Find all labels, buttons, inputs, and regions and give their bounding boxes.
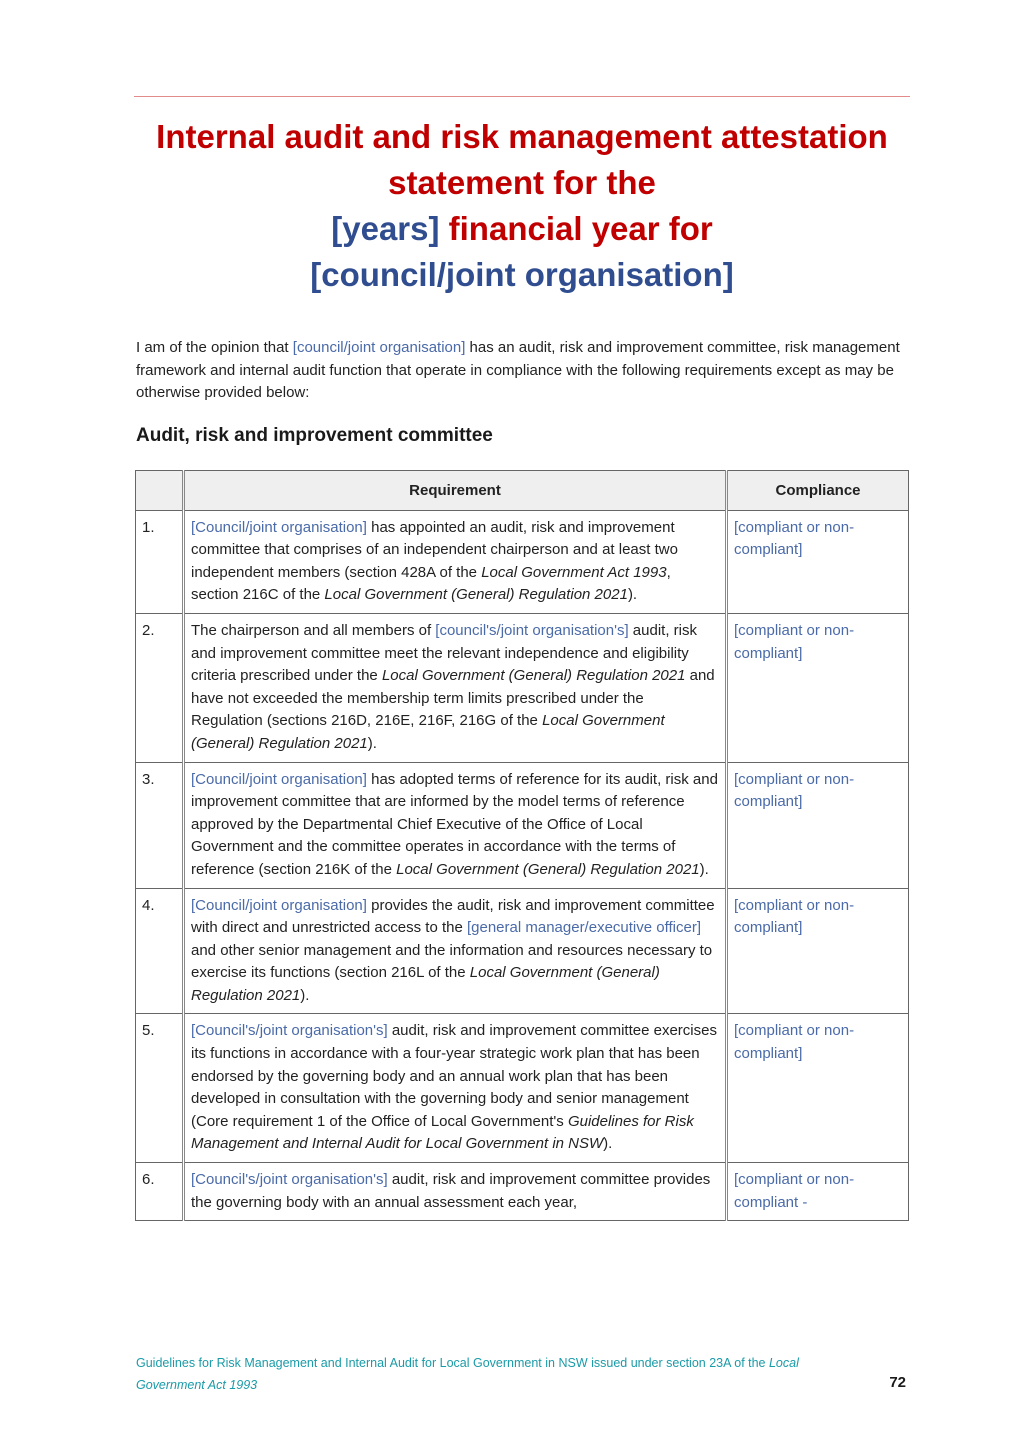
table-row [136, 613, 909, 762]
page-number: 72 [889, 1374, 906, 1391]
italic-citation: Local Government Act 1993 [481, 563, 667, 581]
compliance-cell: [compliant or non-compliant - [727, 1163, 909, 1221]
row-number: 2. [136, 613, 184, 762]
intro-paragraph [136, 337, 912, 405]
requirement-cell [184, 1014, 727, 1163]
intro-part-2: has an audit, risk and improvement committee, risk management framework and internal audit function that operate in compliance with the following requirements except as may be otherwise provided below: [136, 339, 900, 401]
italic-citation: Guidelines for Risk Management and Internal Audit for Local Government in NSW [191, 1112, 694, 1153]
requirement-text: has adopted terms of reference for its audit, risk and improvement committee that are informed by the model terms of reference approved by the Departmental Chief Executive of the Office of Local Government and the committee operates in accordance with the terms of reference (section 216K of the [191, 770, 718, 878]
title-line-3-rest: financial year for [439, 210, 713, 247]
compliance-cell: [compliant or non-compliant] [727, 762, 909, 888]
requirement-text: ). [627, 586, 638, 604]
requirement-column-header: Requirement [184, 471, 727, 511]
years-placeholder: [years] [331, 210, 440, 247]
table-row [136, 510, 909, 613]
requirement-text: has appointed an audit, risk and improvement committee that comprises of an independent chairperson and at least two independent members (section 428A of the [191, 518, 678, 581]
requirement-text: ). [603, 1135, 613, 1153]
requirement-text: audit, risk and improvement committee exercises its functions in accordance with a four-year strategic work plan that has been endorsed by the governing body and an annual work plan that has been developed in consultation with the governing body and senior management (Core requirement 1 of the Office of Local Government's [191, 1022, 717, 1130]
page-title [134, 114, 910, 298]
placeholder-text: [Council's/joint organisation's] [191, 1022, 388, 1040]
requirement-cell [184, 510, 727, 613]
intro-placeholder: [council/joint organisation] [292, 339, 466, 356]
compliance-cell: [compliant or non-compliant] [727, 510, 909, 613]
italic-citation: Local Government (General) Regulation 2021 [191, 712, 665, 752]
org-placeholder: [council/joint organisation] [310, 256, 734, 293]
requirement-cell [184, 762, 727, 888]
requirement-text: , section 216C of the [191, 563, 671, 604]
placeholder-text: [Council/joint organisation] [191, 896, 367, 914]
compliance-cell: [compliant or non-compliant] [727, 613, 909, 762]
footer-text [136, 1352, 856, 1396]
title-line-2: statement for the [388, 164, 656, 201]
table-row [136, 762, 909, 888]
italic-citation: Local Government (General) Regulation 2021 [396, 860, 700, 878]
placeholder-text: [Council's/joint organisation's] [191, 1171, 388, 1189]
requirement-cell [184, 888, 727, 1014]
row-number: 3. [136, 762, 184, 888]
compliance-cell: [compliant or non-compliant] [727, 888, 909, 1014]
requirement-cell [184, 1163, 727, 1221]
requirement-text: ). [300, 986, 310, 1004]
requirements-table [135, 470, 909, 1221]
table-row [136, 1014, 909, 1163]
requirement-text: The chairperson and all members of [191, 621, 436, 639]
italic-citation: Local Government (General) Regulation 2021 [324, 586, 628, 604]
placeholder-text: [Council/joint organisation] [191, 518, 367, 536]
intro-part-1: I am of the opinion that [136, 339, 293, 356]
title-line-3 [134, 206, 910, 252]
footer-text-italic: Local Government Act 1993 [136, 1356, 799, 1392]
requirement-text: and other senior management and the information and resources necessary to exercise its functions (section 216L of the [191, 941, 713, 982]
requirement-text: provides the audit, risk and improvement committee with direct and unrestricted access to the [191, 896, 715, 937]
placeholder-text: [general manager/executive officer] [466, 919, 702, 937]
table-header-row [136, 471, 909, 511]
requirement-text: and have not exceeded the membership term limits prescribed under the Regulation (sections 216D, 216E, 216F, 216G of the [191, 667, 715, 730]
compliance-cell: [compliant or non-compliant] [727, 1014, 909, 1163]
requirement-text: ). [367, 734, 377, 752]
requirement-cell [184, 613, 727, 762]
compliance-column-header: Compliance [727, 471, 909, 511]
section-heading: Audit, risk and improvement committee [136, 425, 493, 446]
row-number: 6. [136, 1163, 184, 1221]
requirements-table-body [136, 510, 909, 1221]
requirement-text: audit, risk and improvement committee meet the relevant independence and eligibility criteria prescribed under the [191, 621, 697, 685]
table-row [136, 888, 909, 1014]
footer-text-main: Guidelines for Risk Management and Internal Audit for Local Government in NSW issued under section 23A of the [136, 1356, 769, 1370]
number-column-header [136, 471, 184, 511]
title-line-1: Internal audit and risk management attestation [156, 118, 888, 155]
row-number: 4. [136, 888, 184, 1014]
requirement-text: ). [699, 860, 709, 878]
row-number: 1. [136, 510, 184, 613]
placeholder-text: [council's/joint organisation's] [435, 621, 629, 639]
italic-citation: Local Government (General) Regulation 2021 [191, 964, 660, 1004]
table-row [136, 1163, 909, 1221]
row-number: 5. [136, 1014, 184, 1163]
placeholder-text: [Council/joint organisation] [191, 770, 367, 788]
requirement-text: audit, risk and improvement committee provides the governing body with an annual assessment each year, [191, 1171, 711, 1211]
italic-citation: Local Government (General) Regulation 2021 [381, 667, 686, 685]
header-rule [134, 96, 910, 97]
